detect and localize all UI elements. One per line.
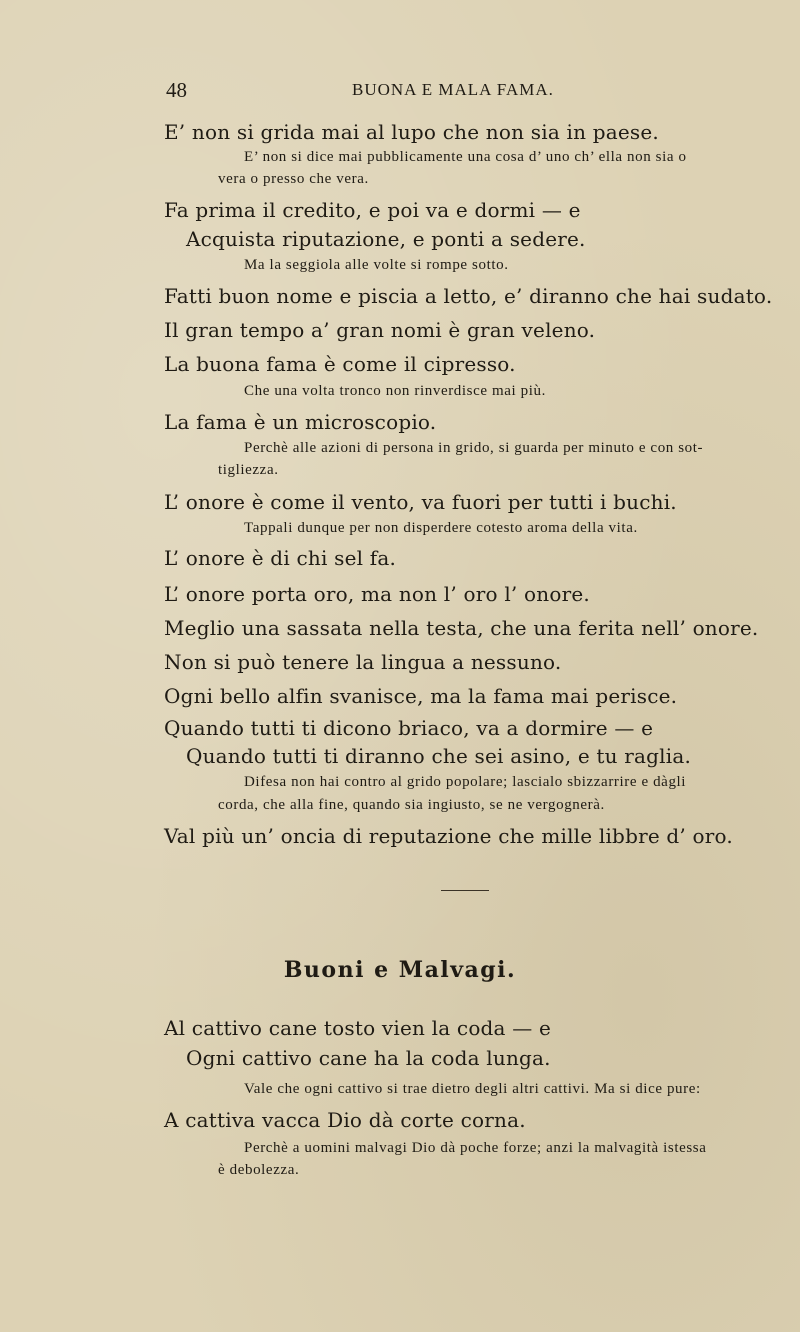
- running-head: BUONA E MALA FAMA.: [352, 80, 554, 99]
- commentary-line: Che una volta tronco non rinverdisce mai più.: [244, 383, 546, 399]
- proverb-line: Meglio una sassata nella testa, che una ferita nell’ onore.: [164, 616, 759, 640]
- proverb-line: L’ onore porta oro, ma non l’ oro l’ onore.: [164, 582, 590, 606]
- commentary-line: vera o presso che vera.: [218, 171, 369, 187]
- proverb-line: La fama è un microscopio.: [164, 410, 437, 434]
- proverb-line: Al cattivo cane tosto vien la coda — e: [164, 1016, 552, 1040]
- proverb-line: L’ onore è di chi sel fa.: [164, 546, 397, 570]
- commentary-line: Tappali dunque per non disperdere cotesto aroma della vita.: [244, 520, 638, 536]
- page-number: 48: [166, 78, 187, 102]
- proverb-line: Fa prima il credito, e poi va e dormi — e: [164, 198, 581, 222]
- proverb-line: Fatti buon nome e piscia a letto, e’ diranno che hai sudato.: [164, 284, 773, 308]
- proverb-line: Il gran tempo a’ gran nomi è gran veleno.: [164, 318, 596, 342]
- commentary-line: è debolezza.: [218, 1162, 300, 1178]
- proverb-line: La buona fama è come il cipresso.: [164, 352, 516, 376]
- proverb-line: Val più un’ oncia di reputazione che mille libbre d’ oro.: [164, 824, 733, 848]
- proverb-line: L’ onore è come il vento, va fuori per tutti i buchi.: [164, 490, 677, 514]
- page-header: [166, 78, 572, 106]
- section-title: Buoni e Malvagi.: [283, 957, 517, 983]
- section-divider: [441, 890, 489, 891]
- commentary-line: Perchè alle azioni di persona in grido, si guarda per minuto e con sot-: [244, 440, 704, 456]
- proverb-line: Quando tutti ti diranno che sei asino, e tu raglia.: [186, 744, 692, 768]
- proverb-line: Acquista riputazione, e ponti a sedere.: [186, 227, 586, 251]
- commentary-line: corda, che alla fine, quando sia ingiusto, se ne vergognerà.: [218, 797, 605, 813]
- proverb-line: E’ non si grida mai al lupo che non sia in paese.: [164, 120, 659, 144]
- commentary-line: Perchè a uomini malvagi Dio dà poche forze; anzi la malvagità istessa: [244, 1140, 707, 1156]
- proverb-line: Quando tutti ti dicono briaco, va a dormire — e: [164, 716, 654, 740]
- commentary-line: tigliezza.: [218, 462, 279, 478]
- commentary-line: E’ non si dice mai pubblicamente una cosa d’ uno ch’ ella non sia o: [244, 149, 687, 165]
- commentary-line: Difesa non hai contro al grido popolare; lascialo sbizzarrire e dàgli: [244, 774, 687, 790]
- proverb-line: A cattiva vacca Dio dà corte corna.: [164, 1108, 526, 1132]
- proverb-line: Non si può tenere la lingua a nessuno.: [164, 650, 562, 674]
- proverb-line: Ogni bello alfin svanisce, ma la fama mai perisce.: [164, 684, 678, 708]
- commentary-line: Vale che ogni cattivo si trae dietro degli altri cattivi. Ma si dice pure:: [244, 1081, 701, 1097]
- proverb-line: Ogni cattivo cane ha la coda lunga.: [186, 1046, 551, 1070]
- commentary-line: Ma la seggiola alle volte si rompe sotto.: [244, 257, 509, 273]
